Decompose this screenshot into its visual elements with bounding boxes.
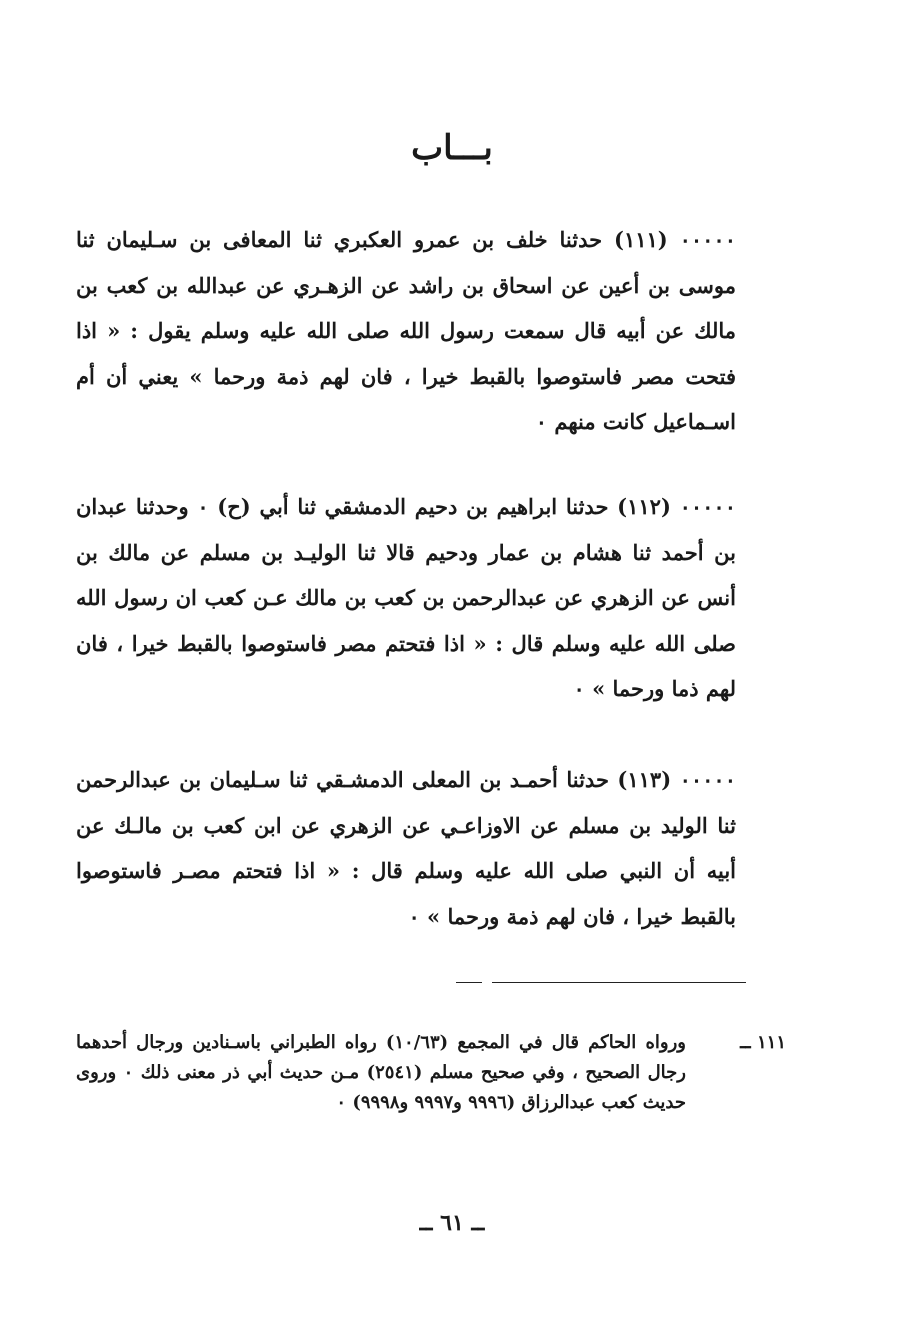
footnote-divider-dash bbox=[456, 982, 482, 983]
chapter-title: بـــاب bbox=[411, 128, 493, 168]
footnote-divider bbox=[492, 982, 746, 983]
footnote-number: ١١١ ــ bbox=[740, 1032, 786, 1053]
footnote bbox=[76, 1028, 786, 1118]
hadith-113: ٠٠٠٠٠ (١١٣) حدثنا أحمـد بن المعلى الدمشـقي ثنا سـليمان بن عبدالرحمن ثنا الوليد بن مسلم عن الاوزاعـي عن الزهري عن ابن كعب بن مالـك عن أبيه أن النبي صلى الله عليه وسلم قال : « اذا فتحتم مصـر فاستوصوا بالقبط خيرا ، فان لهم ذمة ورحما » ٠ bbox=[76, 767, 736, 929]
footnote-text: ورواه الحاكم قال في المجمع (١٠/٦٣) رواه الطبراني باسـنادين ورجال أحدهما رجال الصحيح ، وفي صحيح مسلم (٢٥٤١) مـن حديث أبي ذر معنى ذلك ٠ وروى حديث كعب عبدالرزاق (٩٩٩٦ و٩٩٩٧ و٩٩٩٨) ٠ bbox=[76, 1032, 686, 1113]
hadith-112: ٠٠٠٠٠ (١١٢) حدثنا ابراهيم بن دحيم الدمشقي ثنا أبي (ح) ٠ وحدثنا عبدان بن أحمد ثنا هشام بن عمار ودحيم قالا ثنا الوليـد بن مسلم عن مالك بن أنس عن الزهري عن عبدالرحمن بن كعب بن مالك عـن كعب ان رسول الله صلى الله عليه وسلم قال : « اذا فتحتم مصر فاستوصوا بالقبط خيرا ، فان لهم ذما ورحما » ٠ bbox=[76, 494, 736, 701]
page-number: ــ ٦١ ــ bbox=[419, 1210, 485, 1236]
hadith-111: ٠٠٠٠٠ (١١١) حدثنا خلف بن عمرو العكبري ثنا المعافى بن سـليمان ثنا موسى بن أعين عن اسحاق بن راشد عن الزهـري عن عبدالله بن كعب بن مالك عن أبيه قال سمعت رسول الله صلى الله عليه وسلم يقول : « اذا فتحت مصر فاستوصوا بالقبط خيرا ، فان لهم ذمة ورحما » يعني أن أم اسـماعيل كانت منهم ٠ bbox=[76, 227, 736, 434]
